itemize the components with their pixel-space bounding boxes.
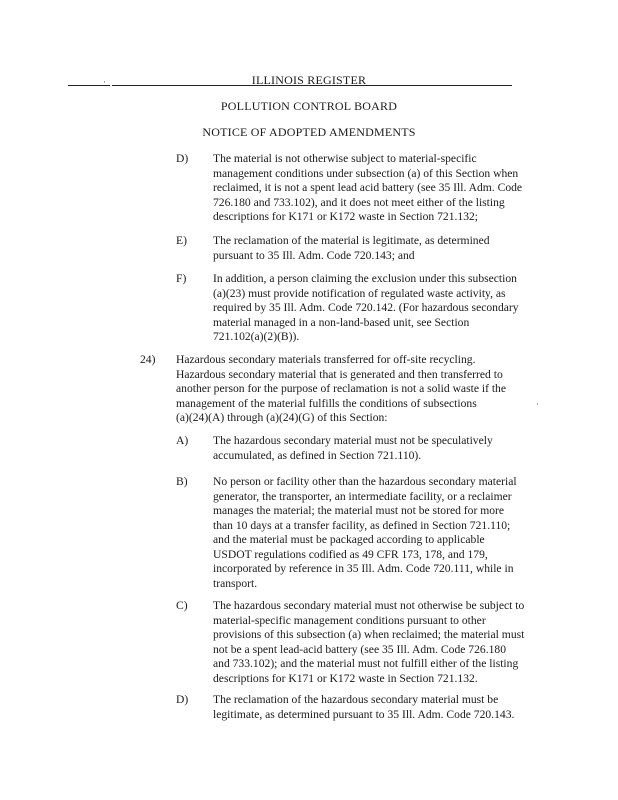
text-line: No person or facility other than the hazardous secondary material <box>213 475 517 488</box>
text-line: 726.180 and 733.102), and it does not meet either of the listing <box>213 195 505 209</box>
item-label: D) <box>176 152 189 165</box>
text-line: The reclamation of the hazardous secondary material must be <box>213 693 499 706</box>
text-line: and the material must be packaged according to applicable <box>213 533 485 546</box>
text-line: not be a spent lead-acid battery (see 35 Ill. Adm. Code 726.180 <box>213 642 506 656</box>
notice-title: NOTICE OF ADOPTED AMENDMENTS <box>202 125 416 139</box>
text-line: provisions of this subsection (a) when reclaimed; the material must <box>213 628 525 641</box>
register-title: ILLINOIS REGISTER <box>251 73 367 87</box>
text-line: In addition, a person claiming the exclusion under this subsection <box>213 272 517 285</box>
text-line: and 733.102); and the material must not fulfill either of the listing <box>213 657 519 670</box>
text-line: The reclamation of the material is legitimate, as determined <box>213 234 490 247</box>
text-line: generator, the transporter, an intermediate facility, or a reclaimer <box>213 489 512 503</box>
text-line: reclaimed, it is not a spent lead acid battery (see 35 Ill. Adm. Code <box>213 181 523 194</box>
item-text <box>213 272 519 345</box>
item-label: E) <box>176 234 187 247</box>
text-line: (a)(24)(A) through (a)(24)(G) of this Section: <box>176 411 388 424</box>
item-text <box>213 434 493 463</box>
text-line: material-specific management conditions pursuant to other <box>213 613 486 627</box>
item-label: A) <box>176 434 189 447</box>
item-text <box>213 599 524 686</box>
text-line: USDOT regulations codified as 49 CFR 173, 178, and 179, <box>213 547 488 561</box>
text-line: descriptions for K171 or K172 waste in Section 721.132. <box>213 671 478 685</box>
item-text <box>213 152 522 225</box>
text-line: another person for the purpose of reclamation is not a solid waste if the <box>176 382 507 395</box>
text-line: The hazardous secondary material must not otherwise be subject to <box>213 599 525 612</box>
item-label: F) <box>176 272 187 285</box>
text-line: transport. <box>213 576 258 590</box>
item-text <box>213 475 517 591</box>
text-line: incorporated by reference in 35 Ill. Adm. Code 720.111, while in <box>213 562 514 575</box>
item-label: 24) <box>140 353 156 366</box>
item-text <box>176 353 506 426</box>
text-line: material managed in a non-land-based unit, see Section <box>213 315 470 329</box>
text-line: management conditions under subsection (a) of this Section when <box>213 166 519 180</box>
item-text <box>213 693 514 722</box>
text-line: management of the material fulfills the conditions of subsections <box>176 396 477 410</box>
item-label: C) <box>176 599 188 612</box>
text-line: Hazardous secondary material that is generated and then transferred to <box>176 367 503 381</box>
text-line: pursuant to 35 Ill. Adm. Code 720.143; and <box>213 248 415 262</box>
scan-speck: · <box>536 399 539 409</box>
board-title: POLLUTION CONTROL BOARD <box>220 99 398 113</box>
text-line: The material is not otherwise subject to material-specific <box>213 152 477 165</box>
text-line: Hazardous secondary materials transferred for off-site recycling. <box>176 353 476 366</box>
text-line: descriptions for K171 or K172 waste in Section 721.132; <box>213 210 479 223</box>
text-line: accumulated, as defined in Section 721.110). <box>213 448 422 462</box>
item-label: B) <box>176 475 188 488</box>
text-line: (a)(23) must provide notification of regulated waste activity, as <box>213 286 506 300</box>
scan-speck: · <box>103 77 106 87</box>
item-text <box>213 234 490 263</box>
text-line: 721.102(a)(2)(B)). <box>213 330 300 343</box>
text-line: legitimate, as determined pursuant to 35 Ill. Adm. Code 720.143. <box>213 707 515 721</box>
text-line: manages the material; the material must not be stored for more <box>213 504 505 517</box>
text-line: required by 35 Ill. Adm. Code 720.142. (For hazardous secondary <box>213 301 519 314</box>
text-line: The hazardous secondary material must not be speculatively <box>213 434 493 447</box>
text-line: than 10 days at a transfer facility, as defined in Section 721.110; <box>213 518 511 532</box>
item-label: D) <box>176 693 189 706</box>
